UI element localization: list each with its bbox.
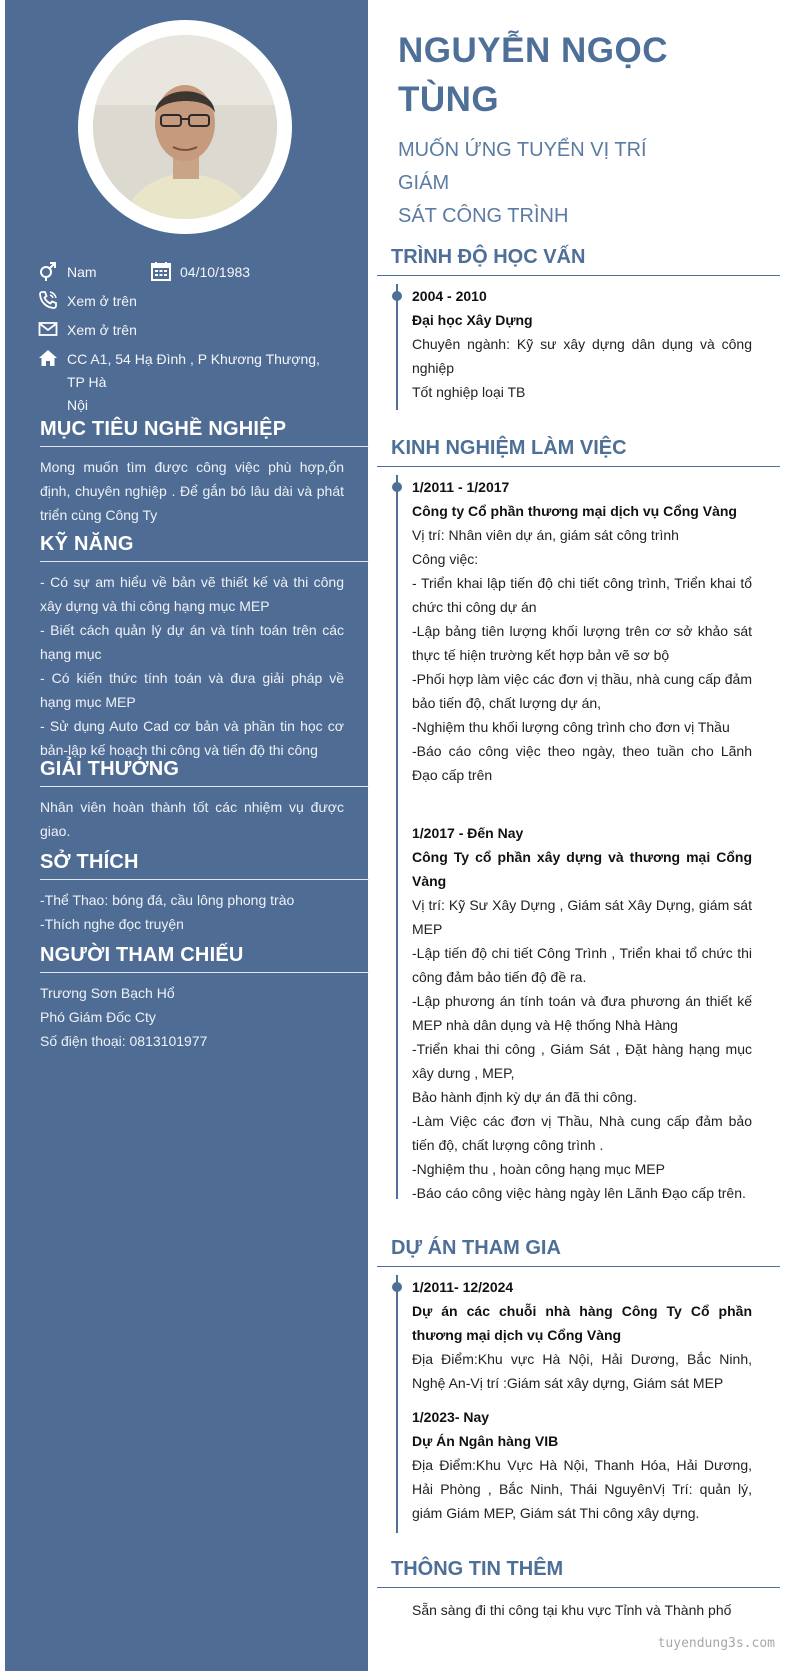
mail-icon (37, 319, 59, 339)
job-date: 1/2011 - 1/2017 (412, 479, 510, 495)
education-school: Đại học Xây Dựng (412, 312, 533, 328)
job-line: -Làm Việc các đơn vị Thầu, Nhà cung cấp đảm bảo tiến độ, chất lượng công trình . (412, 1113, 752, 1153)
name-line-2: TÙNG (398, 80, 500, 119)
job-line: -Báo cáo công việc theo ngày, theo tuần cho Lãnh Đạo cấp trên (412, 743, 752, 783)
education-section (377, 246, 780, 410)
birthday-value: 04/10/1983 (180, 264, 251, 280)
objective-text: Mong muốn tìm được công việc phù hợp,ổn định, chuyên nghiệp . Để gắn bó lâu dài và phát triển cùng Công Ty (40, 459, 344, 523)
skills-section (40, 533, 368, 762)
objective-section (40, 418, 368, 527)
job-line: Vị trí: Nhân viên dự án, giám sát công trình (412, 527, 679, 543)
timeline-dot (392, 291, 402, 301)
hobbies-title: SỞ THÍCH (40, 851, 369, 880)
address-line-2: Nội (67, 397, 89, 413)
education-timeline (396, 284, 780, 410)
job-line: -Lập tiến độ chi tiết Công Trình , Triển khai tổ chức thi công đảm bảo tiến độ đề ra. (412, 945, 752, 985)
job-line: -Báo cáo công việc hàng ngày lên Lãnh Đạo cấp trên. (412, 1185, 746, 1201)
awards-title: GIẢI THƯỞNG (40, 758, 369, 787)
extra-section (377, 1558, 780, 1622)
projects-section (377, 1237, 780, 1533)
gender-icon (37, 261, 59, 281)
job-line: -Triển khai thi công , Giám Sát , Đặt hàng hạng mục xây dưng , MEP, (412, 1041, 752, 1081)
skill-item: - Sử dụng Auto Cad cơ bản và phần tin học cơ bản-lập kế hoạch thi công và tiến độ thi công (40, 718, 344, 758)
project-date: 1/2023- Nay (412, 1409, 490, 1425)
references-title: NGƯỜI THAM CHIẾU (40, 944, 369, 973)
experience-section (377, 437, 780, 1199)
job-line: Vị trí: Kỹ Sư Xây Dựng , Giám sát Xây Dựng, giám sát MEP (412, 897, 752, 937)
hobby-item: -Thể Thao: bóng đá, cầu lông phong trào (40, 892, 295, 908)
job-company: Công Ty cổ phần xây dựng và thương mại Cổng Vàng (412, 849, 752, 889)
target-line-2: SÁT CÔNG TRÌNH (398, 205, 569, 227)
job-line: Công việc: (412, 551, 479, 567)
projects-timeline (396, 1275, 780, 1533)
job-line: Bảo hành định kỳ dự án đã thi công. (412, 1089, 637, 1105)
project-date: 1/2011- 12/2024 (412, 1279, 514, 1295)
reference-item: Trương Sơn Bạch Hổ (40, 985, 175, 1001)
skill-item: - Biết cách quản lý dự án và tính toán trên các hạng mục (40, 622, 344, 662)
watermark: tuyendung3s.com (657, 1636, 775, 1651)
timeline-dot (392, 482, 402, 492)
sidebar (5, 0, 368, 1671)
home-icon (37, 348, 59, 368)
job-line: -Lập bảng tiên lượng khối lượng trên cơ sở khảo sát thực tế hiện trường kết hợp bản vẽ sơ bộ (412, 623, 752, 663)
experience-title: KINH NGHIỆM LÀM VIỆC (377, 437, 780, 467)
job-line: -Lập phương án tính toán và đưa phương án thiết kế MEP nhà dân dụng và Hệ thống Nhà Hàng (412, 993, 752, 1033)
candidate-name (398, 26, 698, 124)
projects-title: DỰ ÁN THAM GIA (377, 1237, 780, 1267)
education-title: TRÌNH ĐỘ HỌC VẤN (377, 246, 780, 276)
project-desc: Địa Điểm:Khu vực Hà Nội, Hải Dương, Bắc Ninh, Nghệ An-Vị trí :Giám sát xây dựng, Giám sát MEP (412, 1351, 752, 1391)
education-date: 2004 - 2010 (412, 288, 487, 304)
awards-section (40, 758, 368, 843)
job-line: -Nghiệm thu khối lượng công trình cho đơn vị Thầu (412, 719, 730, 735)
phone-row (37, 290, 137, 313)
gender-value: Nam (67, 264, 97, 280)
hobby-item: -Thích nghe đọc truyện (40, 916, 184, 932)
avatar (93, 35, 277, 219)
skill-item: - Có kiến thức tính toán và đưa giải pháp về hạng mục MEP (40, 670, 344, 710)
awards-text: Nhân viên hoàn thành tốt các nhiệm vụ được giao. (40, 799, 344, 839)
timeline-dot (392, 1282, 402, 1292)
hobbies-list (40, 888, 368, 936)
birthday-row (150, 261, 250, 284)
name-line-1: NGUYỄN NGỌC (398, 31, 668, 70)
skills-title: KỸ NĂNG (40, 533, 369, 562)
hobbies-section (40, 851, 368, 936)
phone-icon (37, 290, 59, 310)
reference-item: Phó Giám Đốc Cty (40, 1009, 156, 1025)
gender-row (37, 261, 97, 284)
skill-item: - Có sự am hiểu về bản vẽ thiết kế và thi công xây dựng và thi công hạng mục MEP (40, 574, 344, 614)
address-value (67, 348, 337, 417)
address-line-1: CC A1, 54 Hạ Đình , P Khương Thượng, TP Hà (67, 351, 320, 390)
project-name: Dự án các chuỗi nhà hàng Công Ty Cổ phần thương mại dịch vụ Cổng Vàng (412, 1303, 752, 1343)
phone-value: Xem ở trên (67, 293, 137, 309)
skills-list (40, 570, 368, 762)
reference-item: Số điện thoại: 0813101977 (40, 1033, 208, 1049)
job-company: Công ty Cổ phần thương mại dịch vụ Cổng Vàng (412, 503, 737, 519)
education-major: Chuyên ngành: Kỹ sư xây dựng dân dụng và công nghiệp (412, 336, 752, 376)
extra-title: THÔNG TIN THÊM (377, 1558, 780, 1588)
email-value: Xem ở trên (67, 322, 137, 338)
job-date: 1/2017 - Đến Nay (412, 825, 524, 841)
education-result: Tốt nghiệp loại TB (412, 384, 526, 400)
job-line: -Nghiệm thu , hoàn công hạng mục MEP (412, 1161, 665, 1177)
calendar-icon (150, 261, 172, 281)
experience-timeline (396, 475, 780, 1199)
job-line: -Phối hợp làm việc các đơn vị thầu, nhà cung cấp đảm bảo tiến độ, chất lượng dự án, (412, 671, 752, 711)
target-line-1: MUỐN ỨNG TUYỂN VỊ TRÍ GIÁM (398, 139, 647, 194)
objective-title: MỤC TIÊU NGHỀ NGHIỆP (40, 418, 369, 447)
avatar-frame (78, 20, 292, 234)
references-list (40, 981, 368, 1053)
address-row (37, 348, 337, 417)
target-position (398, 134, 698, 233)
project-desc: Địa Điểm:Khu Vực Hà Nội, Thanh Hóa, Hải Dương, Hải Phòng , Bắc Ninh, Thái NguyênVị Trí: quản lý, giám Giám MEP, Giám sát Thi công xây dựng. (412, 1457, 752, 1521)
references-section (40, 944, 368, 1053)
email-row (37, 319, 137, 342)
extra-text: Sẵn sàng đi thi công tại khu vực Tỉnh và Thành phố (412, 1602, 732, 1618)
project-name: Dự Án Ngân hàng VIB (412, 1433, 559, 1449)
job-line: - Triển khai lập tiến độ chi tiết công trình, Triển khai tổ chức thi công dự án (412, 575, 752, 615)
